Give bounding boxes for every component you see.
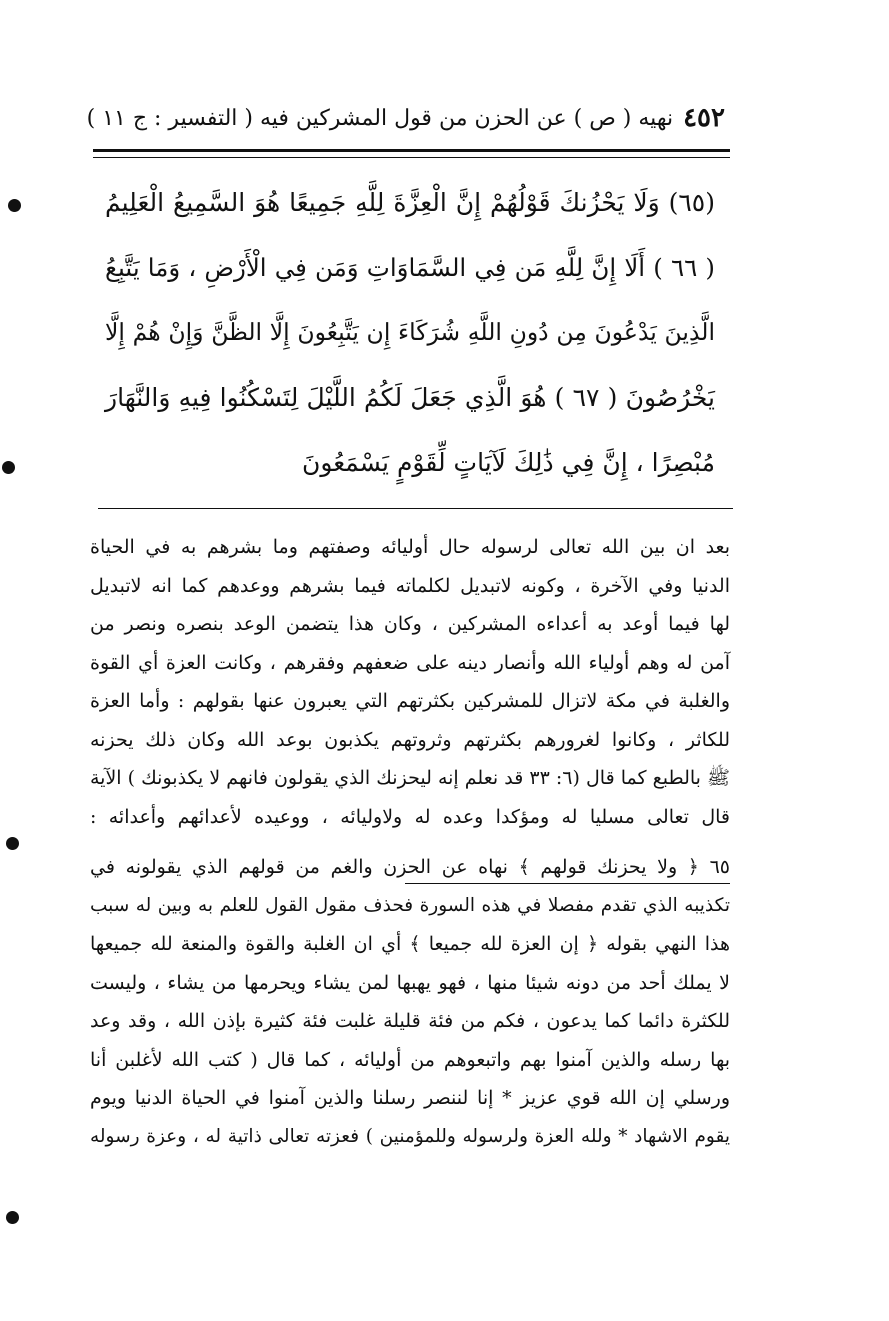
commentary-line: آمن له وهم أولياء الله وأنصار دينه على ضعفهم وفقرهم ، وكانت العزة أي القوة	[90, 651, 730, 674]
running-title: نهيه ( ص ) عن الحزن من قول المشركين فيه ( التفسير : ج ١١ )	[86, 105, 674, 131]
note-line: ٦٥ ﴿ ولا يحزنك قولهم ﴾ نهاه عن الحزن والغم من قولهم الذي يقولونه في	[90, 856, 730, 878]
commentary-line: للكاثر ، وكانوا لغرورهم بكثرتهم وثروتهم يكذبون بوعد الله وكان ذلك يحزنه	[90, 728, 730, 751]
verse-line: (٦٥) وَلَا يَحْزُنكَ قَوْلُهُمْ إِنَّ الْعِزَّةَ لِلَّهِ جَمِيعًا هُوَ السَّمِيعُ الْعَلِيمُ	[105, 188, 715, 217]
note-line: للكثرة دائما كما يدعون ، فكم من فئة قليلة غلبت فئة كثيرة بإذن الله ، وقد وعد	[90, 1010, 730, 1032]
verses-separator	[98, 508, 733, 509]
header-rule-thick	[93, 149, 730, 152]
commentary-line: بعد ان بين الله تعالى لرسوله حال أوليائه وصفتهم وما بشرهم به في الحياة	[90, 536, 730, 558]
binding-hole-mark	[6, 837, 19, 850]
binding-hole-mark	[6, 1211, 19, 1224]
note-line: يقوم الاشهاد * ولله العزة ولرسوله وللمؤمنين ) فعزته تعالى ذاتية له ، وعزة رسوله	[90, 1125, 730, 1147]
binding-hole-mark	[2, 461, 15, 474]
commentary-body	[90, 528, 730, 1156]
commentary-line: الدنيا وفي الآخرة ، وكونه لاتبديل لكلماته فيما بشرهم ووعدهم كما انه لاتبديل	[90, 574, 730, 597]
verse-line: ( ٦٦ ) أَلَا إِنَّ لِلَّهِ مَن فِي السَّمَاوَاتِ وَمَن فِي الْأَرْضِ ، وَمَا يَتَّبِعُ	[105, 253, 715, 282]
page-number: ٤٥٢	[683, 103, 725, 133]
note-line: ورسلي إن الله قوي عزيز * إنا لننصر رسلنا والذين آمنوا في الحياة الدنيا ويوم	[90, 1087, 730, 1109]
note-line: تكذيبه الذي تقدم مفصلا في هذه السورة فحذف مقول القول للعلم به وبين له سبب	[90, 894, 730, 916]
note-line: لا يملك أحد من دونه شيئا منها ، فهو يهبها لمن يشاء ويحرمها من يشاء ، وليست	[90, 971, 730, 994]
verse-line: يَخْرُصُونَ ( ٦٧ ) هُوَ الَّذِي جَعَلَ لَكُمُ اللَّيْلَ لِتَسْكُنُوا فِيهِ وَالنَّهَارَ	[105, 383, 715, 412]
note-line: بها رسله والذين آمنوا بهم واتبعوهم من أوليائه ، كما قال ( كتب الله لأغلبن أنا	[90, 1048, 730, 1071]
binding-hole-mark	[8, 199, 21, 212]
header-rule-thin	[93, 157, 730, 158]
verse-line: مُبْصِرًا ، إِنَّ فِي ذَٰلِكَ لَآيَاتٍ لِّقَوْمٍ يَسْمَعُونَ	[301, 448, 715, 477]
note-line: هذا النهي بقوله ﴿ إن العزة لله جميعا ﴾ أي ان الغلبة والقوة والمنعة لله جميعها	[90, 933, 730, 955]
commentary-line: لها فيما أوعد به أعداءه المشركين ، وكان هذا يتضمن الوعد بنصره ونصر من	[90, 613, 730, 635]
commentary-line: والغلبة في مكة لاتزال للمشركين بكثرتهم التي يعبرون عنها بقولهم : وأما العزة	[90, 690, 730, 712]
quran-verses	[105, 170, 715, 495]
verse-line: الَّذِينَ يَدْعُونَ مِن دُونِ اللَّهِ شُرَكَاءَ إِن يَتَّبِعُونَ إِلَّا الظَّنَّ وَإِنْ هُمْ إِلَّا	[105, 318, 715, 346]
running-header	[85, 96, 725, 140]
notes-rule	[405, 883, 730, 884]
commentary-line: ﷺ بالطبع كما قال (٦: ٣٣ قد نعلم إنه ليحزنك الذي يقولون فانهم لا يكذبونك ) الآية	[90, 767, 730, 789]
commentary-line: قال تعالى مسليا له ومؤكدا وعده له ولاوليائه ، ووعيده لأعدائهم وأعدائه :	[90, 805, 730, 828]
